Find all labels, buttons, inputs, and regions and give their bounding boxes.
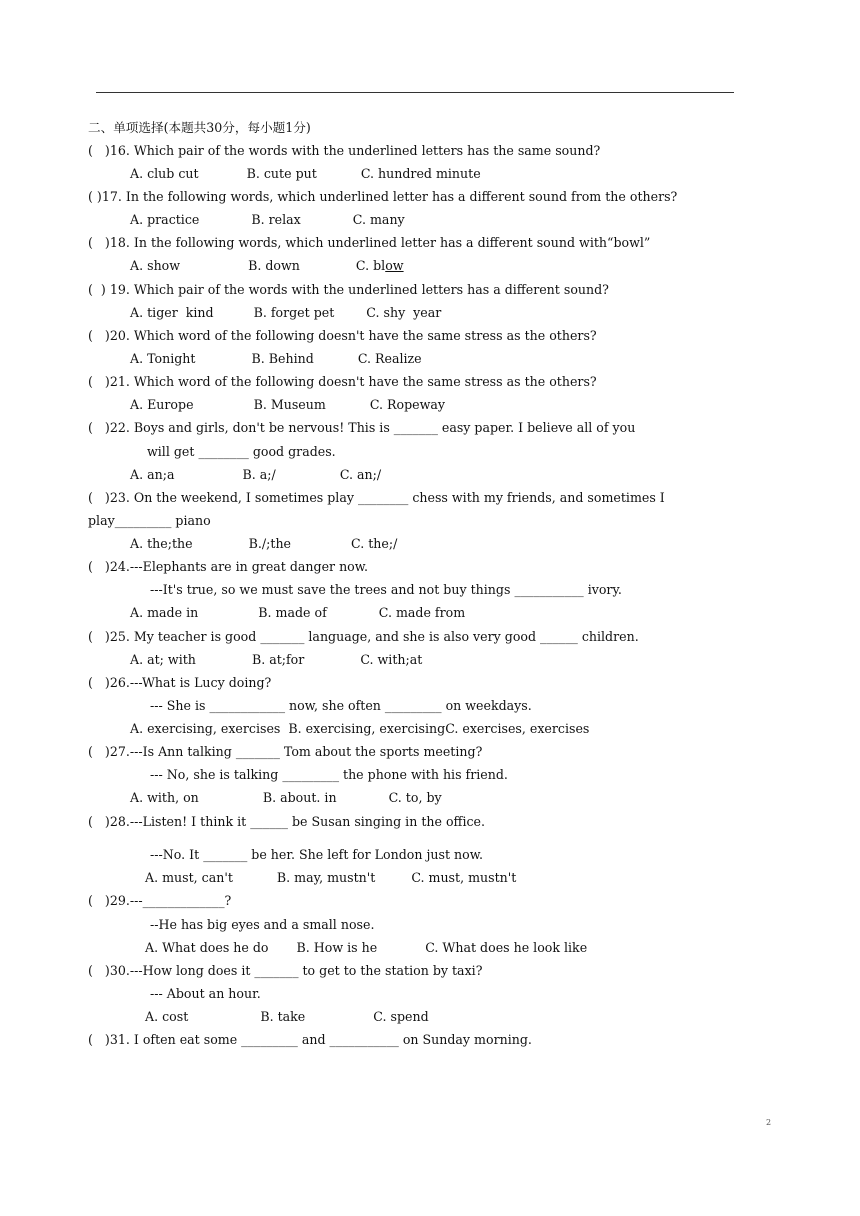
question-line-q27: ( )27.---Is Ann talking _______ Tom about the sports meeting? [88,744,483,759]
question-line-q23-opts: A. the;the B./;the C. the;/ [130,536,398,551]
question-line-q16: ( )16. Which pair of the words with the underlined letters has the same sound? [88,143,601,158]
question-line-q21: ( )21. Which word of the following doesn't have the same stress as the others? [88,374,597,389]
question-line-q19: ( ) 19. Which pair of the words with the underlined letters has a different sound? [88,282,609,297]
question-line-q28: ( )28.---Listen! I think it ______ be Susan singing in the office. [88,814,486,829]
question-line-q30: ( )30.---How long does it _______ to get to the station by taxi? [88,963,483,978]
question-line-q18: ( )18. In the following words, which underlined letter has a different sound with“bowl” [88,235,651,250]
question-line-q24: ( )24.---Elephants are in great danger now. [88,559,369,574]
question-line-q22: ( )22. Boys and girls, don't be nervous! This is _______ easy paper. I believe all of you [88,420,636,435]
underlined-letters: ow [385,258,404,273]
question-line-q31: ( )31. I often eat some _________ and ___________ on Sunday morning. [88,1032,532,1047]
question-line-q24-cont: ---It's true, so we must save the trees and not buy things ___________ ivory. [150,582,622,597]
question-line-q17: ( )17. In the following words, which underlined letter has a different sound from the others? [88,189,678,204]
question-line-q25-opts: A. at; with B. at;for C. with;at [130,652,423,667]
question-line-q27-opts: A. with, on B. about. in C. to, by [130,790,442,805]
question-line-q23: ( )23. On the weekend, I sometimes play ________ chess with my friends, and sometimes I [88,490,665,505]
question-line-q24-opts: A. made in B. made of C. made from [130,605,466,620]
question-line-q30-cont: --- About an hour. [150,986,261,1001]
question-line-q18-opts: A. show B. down C. blow [130,258,404,273]
question-line-q29-cont: --He has big eyes and a small nose. [150,917,375,932]
question-line-q28-opts: A. must, can't B. may, mustn't C. must, mustn't [145,870,517,885]
question-line-q30-opts: A. cost B. take C. spend [145,1009,429,1024]
question-line-q29-opts: A. What does he do B. How is he C. What does he look like [145,940,588,955]
question-line-q23-cont: play_________ piano [88,513,211,528]
page-number: 2 [766,1118,772,1127]
header-rule [96,92,734,93]
question-line-q27-cont: --- No, she is talking _________ the phone with his friend. [150,767,508,782]
question-line-q20-opts: A. Tonight B. Behind C. Realize [130,351,422,366]
question-line-q19-opts: A. tiger kind B. forget pet C. shy year [130,305,442,320]
question-line-q26: ( )26.---What is Lucy doing? [88,675,272,690]
question-line-q25: ( )25. My teacher is good _______ language, and she is also very good ______ children. [88,629,639,644]
question-line-q20: ( )20. Which word of the following doesn't have the same stress as the others? [88,328,597,343]
question-line-q22-cont: will get ________ good grades. [147,444,336,459]
question-line-q16-opts: A. club cut B. cute put C. hundred minute [130,166,481,181]
question-line-q28-cont: ---No. It _______ be her. She left for London just now. [150,847,484,862]
question-line-q21-opts: A. Europe B. Museum C. Ropeway [130,397,446,412]
question-line-q29: ( )29.---_____________? [88,893,232,908]
question-line-q26-opts: A. exercising, exercises B. exercising, exercisingC. exercises, exercises [130,721,590,736]
section-title: 二、单项选择(本题共30分，每小题1分) [88,120,311,135]
question-line-q26-cont: --- She is ____________ now, she often _________ on weekdays. [150,698,532,713]
question-line-q22-opts: A. an;a B. a;/ C. an;/ [130,467,382,482]
question-line-q17-opts: A. practice B. relax C. many [130,212,405,227]
